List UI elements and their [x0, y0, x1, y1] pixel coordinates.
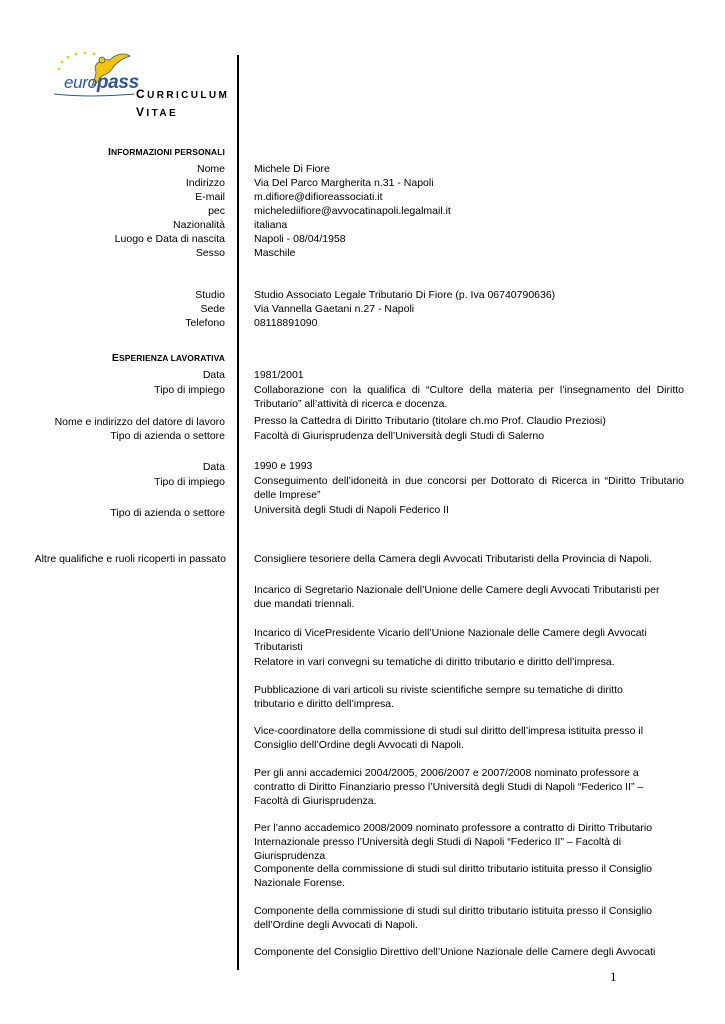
europass-logo-text: [64, 72, 139, 94]
qualifica-item: Componente della commissione di studi sul diritto tributario istituita presso il Consiglio Nazionale Forense.: [254, 863, 653, 889]
value-sede: Via Vannella Gaetani n.27 - Napoli: [254, 303, 415, 315]
europass-logo: [52, 50, 139, 98]
value-email: m.difiore@difioreassociati.it: [254, 191, 383, 203]
value-datore-1: Presso la Cattedra di Diritto Tributario (titolare ch.mo Prof. Claudio Preziosi): [254, 415, 606, 427]
qualifica-item: Componente della commissione di studi sul diritto tributario istituita presso il Consiglio dell’Ordine degli Avvocati di Napoli.: [254, 905, 653, 931]
label-azienda-1: Tipo di azienda o settore: [110, 430, 225, 442]
value-indirizzo: Via Del Parco Margherita n.31 - Napoli: [254, 177, 434, 189]
heading-initial: I: [107, 146, 111, 158]
title-line2-rest: ITAE: [146, 108, 179, 119]
label-nascita: Luogo e Data di nascita: [114, 233, 225, 245]
title-line2-initial: V: [136, 105, 147, 119]
qualifica-item: Vice-coordinatore della commissione di studi sul diritto dell’impresa istituita presso il Consiglio dell’Ordine degli Avvocati di Napoli.: [254, 725, 644, 751]
heading-rest: NFORMAZIONI PERSONALI: [110, 147, 225, 157]
label-data-1: Data: [202, 369, 225, 381]
title-line-2: [136, 104, 229, 122]
title-line1-initial: C: [136, 87, 148, 101]
qualifica-item: Consigliere tesoriere della Camera degli Avvocati Tributaristi della Provincia di Napoli.: [254, 553, 652, 565]
qualifica-item: Componente del Consiglio Direttivo dell’Unione Nazionale delle Camere degli Avvocati: [254, 946, 656, 958]
value-pec: michelediifiore@avvocatinapoli.legalmail.it: [254, 205, 451, 217]
label-studio: Studio: [195, 289, 225, 301]
qualifica-item: Pubblicazione di vari articoli su riviste scientifiche sempre su tematiche di diritto tributario e diritto dell’impresa.: [254, 684, 623, 710]
logo-text-euro: euro: [64, 73, 97, 92]
value-sesso: Maschile: [254, 247, 296, 259]
qualifica-item: Per gli anni accademici 2004/2005, 2006/2007 e 2007/2008 nominato professore a contratto di Diritto Finanziario presso l’Università degli Studi di Napoli “Federico II” – Facoltà di Giurisprudenza.: [254, 767, 644, 807]
label-data-2: Data: [202, 461, 225, 473]
qualifica-item: Relatore in vari convegni su tematiche di diritto tributario e diritto dell’impresa.: [254, 656, 615, 668]
label-sede: Sede: [200, 303, 225, 315]
logo-text-pass: pass: [96, 72, 139, 93]
value-telefono: 08118891090: [254, 317, 318, 329]
label-altre-qualifiche: Altre qualifiche e ruoli ricoperti in passato: [34, 553, 226, 565]
value-tipo-impiego-2: Conseguimento dell’idoneità in due concorsi per Dottorato di Ricerca in “Diritto Tributario delle Imprese”: [254, 475, 684, 501]
label-telefono: Telefono: [185, 317, 225, 329]
label-sesso: Sesso: [195, 247, 225, 259]
qualifica-item: Incarico di VicePresidente Vicario dell’Unione Nazionale delle Camere degli Avvocati Tributaristi: [254, 627, 647, 653]
personal-info-heading: [0, 146, 225, 158]
value-studio: Studio Associato Legale Tributario Di Fiore (p. Iva 06740790636): [254, 289, 556, 301]
label-nazionalita: Nazionalità: [173, 219, 225, 231]
heading-initial: E: [111, 352, 119, 364]
label-email: E-mail: [195, 191, 225, 203]
qualifica-item: Per l’anno accademico 2008/2009 nominato professore a contratto di Diritto Tributario Internazionale presso l’Università degli Studi di Napoli “Federico II” – Facoltà di Giurisprudenza: [254, 822, 653, 862]
value-nome: Michele Di Fiore: [254, 163, 330, 175]
value-nazionalita: italiana: [254, 219, 288, 231]
label-indirizzo: Indirizzo: [185, 177, 225, 189]
title-line1-rest: URRICULUM: [147, 90, 230, 101]
heading-rest: SPERIENZA LAVORATIVA: [118, 353, 225, 363]
value-data-1: 1981/2001: [254, 369, 304, 381]
document-title: [136, 86, 229, 122]
page-number: 1: [610, 969, 617, 984]
value-azienda-2: Università degli Studi di Napoli Federico II: [254, 504, 449, 516]
label-nome: Nome: [196, 163, 225, 175]
title-line-1: [136, 86, 229, 104]
label-datore-1: Nome e indirizzo del datore di lavoro: [54, 416, 225, 428]
label-tipo-impiego-1: Tipo di impiego: [154, 384, 225, 396]
column-divider: [237, 55, 239, 970]
value-data-2: 1990 e 1993: [254, 460, 313, 472]
label-pec: pec: [208, 205, 225, 217]
work-experience-heading: [0, 352, 225, 364]
qualifica-item: Incarico di Segretario Nazionale dell’Unione delle Camere degli Avvocati Tributaristi per due mandati triennali.: [254, 584, 660, 610]
value-tipo-impiego-1: Collaborazione con la qualifica di “Cultore della materia per l’insegnamento del Diritto Tributario” all’attività di ricerca e docenza.: [254, 384, 684, 410]
value-azienda-1: Facoltà di Giurisprudenza dell’Università degli Studi di Salerno: [254, 430, 545, 442]
label-azienda-2: Tipo di azienda o settore: [110, 507, 225, 519]
value-nascita: Napoli - 08/04/1958: [254, 233, 346, 245]
label-tipo-impiego-2: Tipo di impiego: [154, 476, 225, 488]
